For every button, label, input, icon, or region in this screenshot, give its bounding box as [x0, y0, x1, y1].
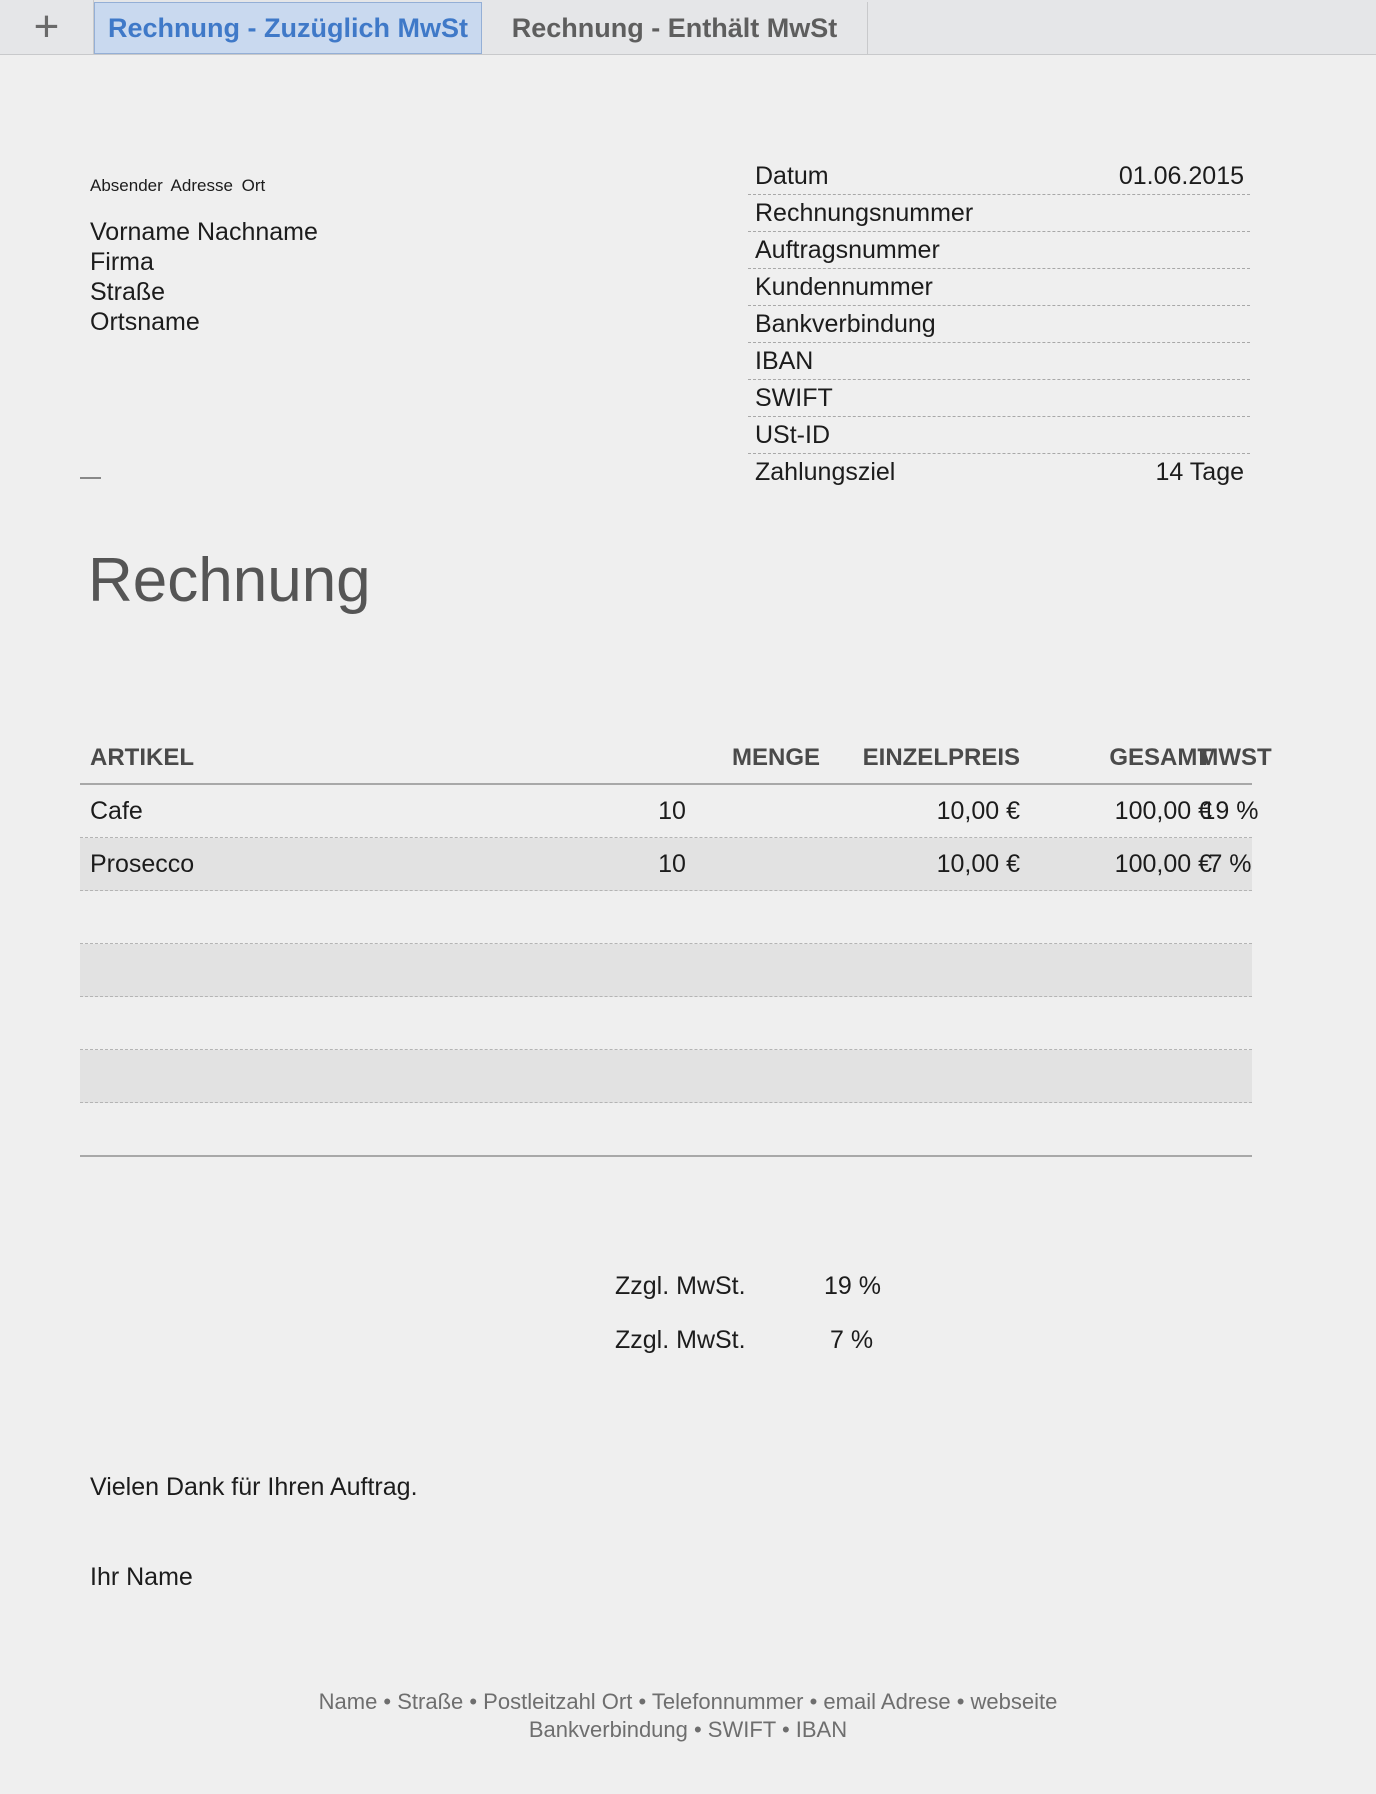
recipient-name: Vorname Nachname	[90, 218, 318, 246]
header-gesamt: GESAMT	[1109, 744, 1212, 771]
info-row-kundennummer	[748, 269, 1250, 306]
page-footer	[0, 1688, 1376, 1744]
info-label: Kundennummer	[755, 272, 933, 301]
info-row-swift	[748, 380, 1250, 417]
recipient-company: Firma	[90, 248, 154, 276]
recipient-address	[90, 217, 318, 337]
info-value: 01.06.2015	[1118, 161, 1244, 190]
info-row-bankverbindung	[748, 306, 1250, 343]
add-tab-button[interactable]	[0, 0, 94, 54]
table-row	[80, 785, 1259, 838]
tab-bar	[0, 0, 1376, 55]
tab-rechnung-enthaelt-mwst[interactable]: Rechnung - Enthält MwSt	[482, 2, 868, 54]
info-label: IBAN	[755, 346, 814, 375]
cell-mwst: 19 %	[1201, 796, 1259, 825]
tab-rechnung-zuzueglich-mwst[interactable]: Rechnung - Zuzüglich MwSt	[94, 2, 482, 54]
table-row	[80, 1103, 1252, 1155]
info-row-rechnungsnummer	[748, 195, 1250, 232]
table-row	[80, 944, 1252, 997]
header-einzelpreis: EINZELPREIS	[862, 744, 1020, 771]
info-value: 14 Tage	[1155, 458, 1244, 486]
cell-einzelpreis: 10,00 €	[936, 849, 1020, 878]
cell-einzelpreis: 10,00 €	[936, 796, 1020, 825]
signature-name: Ihr Name	[90, 1563, 193, 1591]
mwst19-rate: 19 %	[824, 1272, 881, 1300]
info-label: Datum	[755, 161, 829, 190]
info-label: Bankverbindung	[755, 309, 936, 338]
cell-menge: 10	[658, 796, 686, 825]
info-label: SWIFT	[755, 383, 833, 412]
recipient-city: Ortsname	[90, 308, 200, 336]
cell-gesamt: 100,00 €	[1114, 849, 1212, 878]
table-row	[80, 838, 1252, 891]
table-row	[80, 1050, 1252, 1103]
cell-artikel: Cafe	[90, 796, 143, 825]
info-row-auftragsnummer	[748, 232, 1250, 269]
fold-mark	[80, 477, 101, 479]
mwst7-label: Zzgl. MwSt.	[615, 1326, 746, 1354]
plus-icon: +	[33, 2, 60, 51]
sender-line: Absender Adresse Ort	[90, 176, 266, 195]
footer-line-2: Bankverbindung • SWIFT • IBAN	[528, 1717, 848, 1742]
info-row-iban	[748, 343, 1250, 380]
table-row	[80, 997, 1252, 1050]
info-label: Auftragsnummer	[755, 235, 940, 264]
header-artikel: ARTIKEL	[90, 744, 194, 771]
cell-gesamt: 100,00 €	[1114, 796, 1212, 825]
recipient-street: Straße	[90, 278, 166, 306]
info-label: USt-ID	[755, 420, 830, 449]
mwst7-rate: 7 %	[830, 1326, 874, 1354]
mwst19-label: Zzgl. MwSt.	[615, 1272, 746, 1300]
info-row-zahlungsziel	[748, 454, 1250, 491]
page-title: Rechnung	[88, 546, 371, 615]
header-mwst: MWST	[1198, 744, 1272, 771]
cell-artikel: Prosecco	[90, 849, 195, 878]
invoice-info-table	[748, 158, 1250, 491]
cell-menge: 10	[658, 849, 686, 878]
cell-mwst: 7 %	[1208, 849, 1252, 878]
table-footer-line	[80, 1155, 1252, 1157]
info-row-ust-id	[748, 417, 1250, 454]
table-row	[80, 891, 1252, 944]
items-table	[80, 733, 1272, 1157]
info-row-datum	[748, 158, 1250, 195]
info-label: Zahlungsziel	[755, 458, 896, 486]
footer-line-1: Name • Straße • Postleitzahl Ort • Telefonnummer • email Adrese • webseite	[318, 1689, 1058, 1714]
info-label: Rechnungsnummer	[755, 198, 974, 227]
thanks-text: Vielen Dank für Ihren Auftrag.	[90, 1473, 418, 1501]
table-header	[80, 733, 1272, 785]
header-menge: MENGE	[731, 744, 820, 771]
